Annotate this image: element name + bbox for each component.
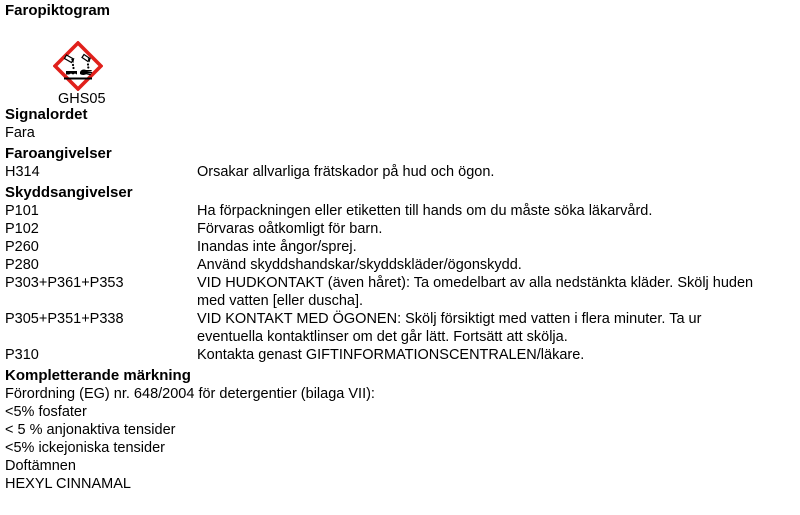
- precaution-code: P101: [5, 203, 39, 219]
- precaution-text: Inandas inte ångor/sprej.: [197, 239, 357, 255]
- supplementary-line: <5% ickejoniska tensider: [5, 440, 165, 456]
- precautionary-statements-heading: Skyddsangivelser: [5, 184, 133, 201]
- precaution-code: P260: [5, 239, 39, 255]
- precaution-row: [5, 238, 797, 256]
- supplementary-line: < 5 % anjonaktiva tensider: [5, 422, 176, 438]
- precaution-row: [5, 220, 797, 238]
- pictogram-label: GHS05: [58, 91, 106, 107]
- corrosion-icon: [53, 41, 103, 91]
- precaution-text: Ha förpackningen eller etiketten till hands om du måste söka läkarvård.: [197, 203, 653, 219]
- hazard-text: Orsakar allvarliga frätskador på hud och ögon.: [197, 164, 495, 180]
- precaution-row: [5, 256, 797, 274]
- supplementary-line: Doftämnen: [5, 458, 76, 474]
- precaution-row: [5, 274, 797, 310]
- supplementary-labelling-heading: Kompletterande märkning: [5, 367, 191, 384]
- safety-label-section: [5, 2, 797, 493]
- supplementary-line: <5% fosfater: [5, 404, 87, 420]
- precaution-text: Förvaras oåtkomligt för barn.: [197, 221, 383, 237]
- precaution-row: [5, 346, 797, 364]
- precaution-row: [5, 310, 797, 346]
- supplementary-line: Förordning (EG) nr. 648/2004 för detergentier (bilaga VII):: [5, 386, 375, 402]
- pictogram-heading: Faropiktogram: [5, 2, 111, 19]
- hazard-statement-row: [5, 163, 797, 181]
- precaution-code: P303+P361+P353: [5, 275, 124, 291]
- precaution-text: Kontakta genast GIFTINFORMATIONSCENTRALEN/läkare.: [197, 347, 585, 363]
- supplementary-line: HEXYL CINNAMAL: [5, 476, 131, 492]
- precaution-code: P310: [5, 347, 39, 363]
- precaution-text: VID HUDKONTAKT (även håret): Ta omedelbart av alla nedstänkta kläder. Skölj huden med vatten [eller duscha].: [197, 275, 754, 309]
- precaution-code: P305+P351+P338: [5, 311, 124, 327]
- precaution-code: P280: [5, 257, 39, 273]
- pictogram-block: [5, 20, 115, 106]
- signal-word-heading: Signalordet: [5, 106, 88, 123]
- precaution-text: VID KONTAKT MED ÖGONEN: Skölj försiktigt med vatten i flera minuter. Ta ur eventuella kontaktlinser om det går lätt. Fortsätt att skölja.: [197, 311, 702, 345]
- signal-word: Fara: [5, 125, 35, 141]
- precaution-code: P102: [5, 221, 39, 237]
- hazard-code: H314: [5, 164, 40, 180]
- hazard-statements-heading: Faroangivelser: [5, 145, 112, 162]
- precaution-text: Använd skyddshandskar/skyddskläder/ögonskydd.: [197, 257, 522, 273]
- precaution-row: [5, 202, 797, 220]
